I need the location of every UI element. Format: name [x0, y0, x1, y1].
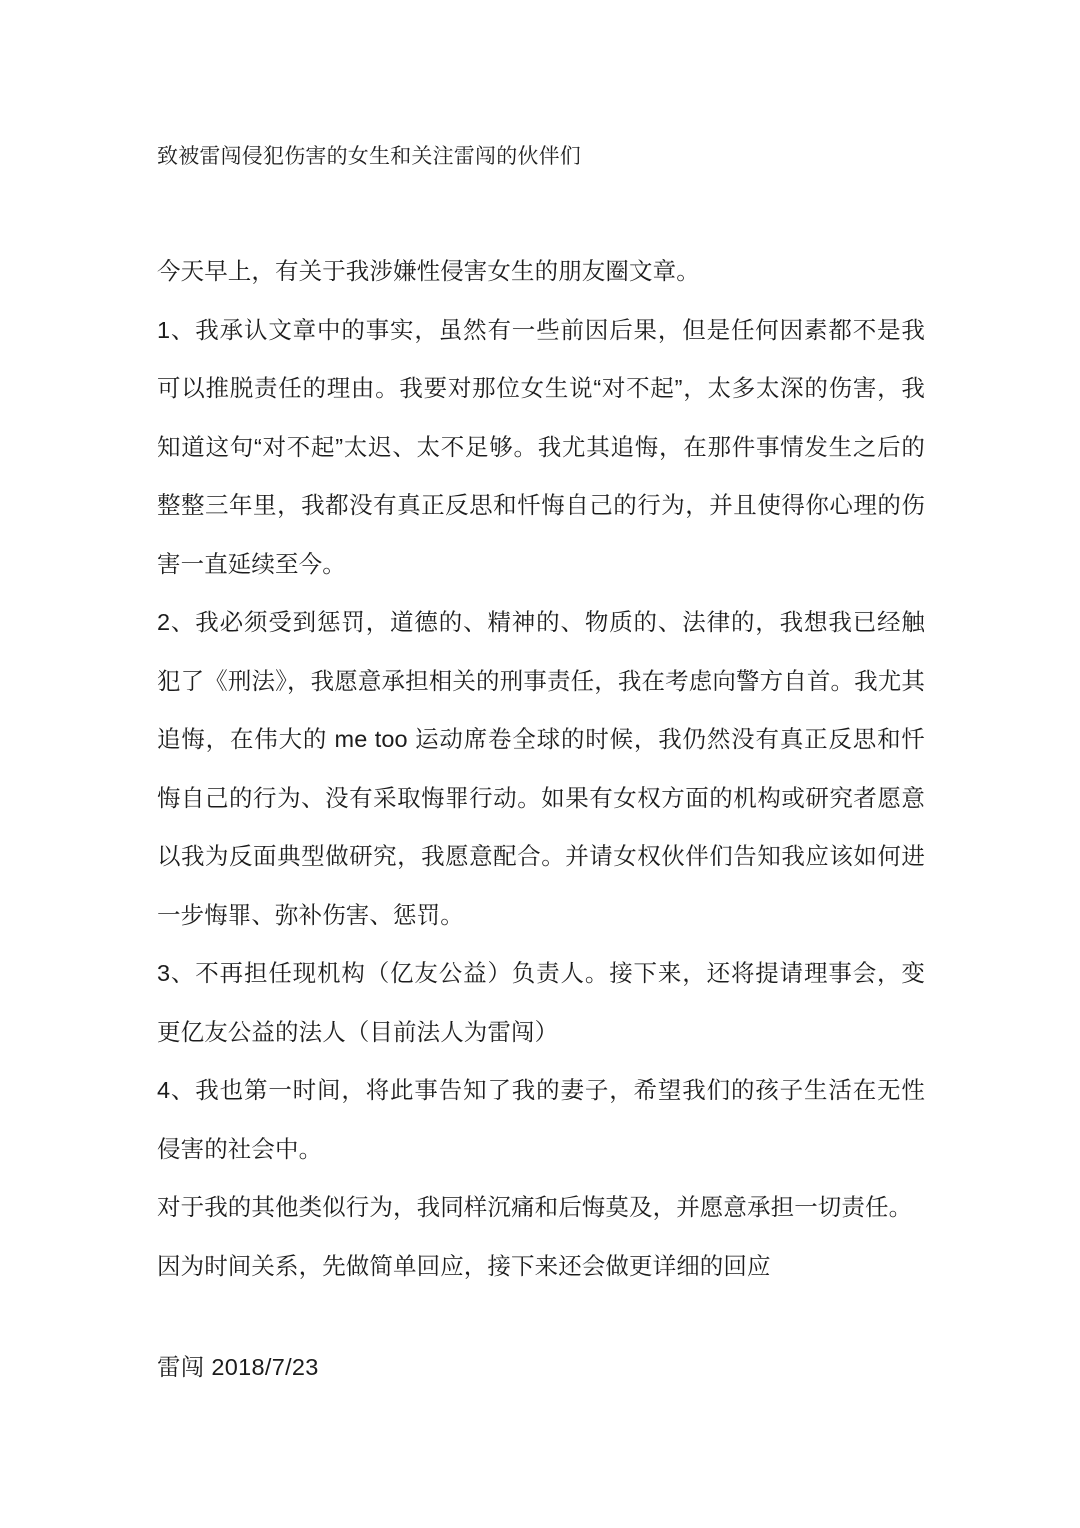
document-signature: 雷闯 2018/7/23: [157, 1354, 319, 1380]
signature-spacer: [157, 1295, 925, 1347]
paragraph-item-2: 2、我必须受到惩罚，道德的、精神的、物质的、法律的，我想我已经触犯了《刑法》，我愿意承担相关的刑事责任，我在考虑向警方自首。我尤其追悔，在伟大的 me too 运动席卷全球的时候，我仍然没有真正反思和忏悔自己的行为、没有采取悔罪行动。如果有女权方面的机构或研究者愿意以我为反面典型做研究，我愿意配合。并请女权伙伴们告知我应该如何进一步悔罪、弥补伤害、惩罚。: [157, 609, 925, 928]
paragraph-item-4: 4、我也第一时间，将此事告知了我的妻子，希望我们的孩子生活在无性侵害的社会中。: [157, 1077, 925, 1162]
paragraph-closing-2: 因为时间关系，先做简单回应，接下来还会做更详细的回应: [157, 1252, 771, 1279]
paragraph-intro: 今天早上，有关于我涉嫌性侵害女生的朋友圈文章。: [157, 258, 700, 284]
document-title: 致被雷闯侵犯伤害的女生和关注雷闯的伙伴们: [157, 145, 581, 168]
title-spacer: [157, 174, 925, 242]
paragraph-closing-1: 对于我的其他类似行为，我同样沉痛和后悔莫及，并愿意承担一切责任。: [157, 1194, 913, 1220]
paragraph-item-1: 1、我承认文章中的事实，虽然有一些前因后果，但是任何因素都不是我可以推脱责任的理由。我要对那位女生说“对不起”，太多太深的伤害，我知道这句“对不起”太迟、太不足够。我尤其追悔，在那件事情发生之后的整整三年里，我都没有真正反思和忏悔自己的行为，并且使得你心理的伤害一直延续至今。: [157, 316, 925, 577]
document-body: [157, 140, 925, 1387]
paragraph-item-3: 3、不再担任现机构（亿友公益）负责人。接下来，还将提请理事会，变更亿友公益的法人（目前法人为雷闯）: [157, 960, 925, 1045]
